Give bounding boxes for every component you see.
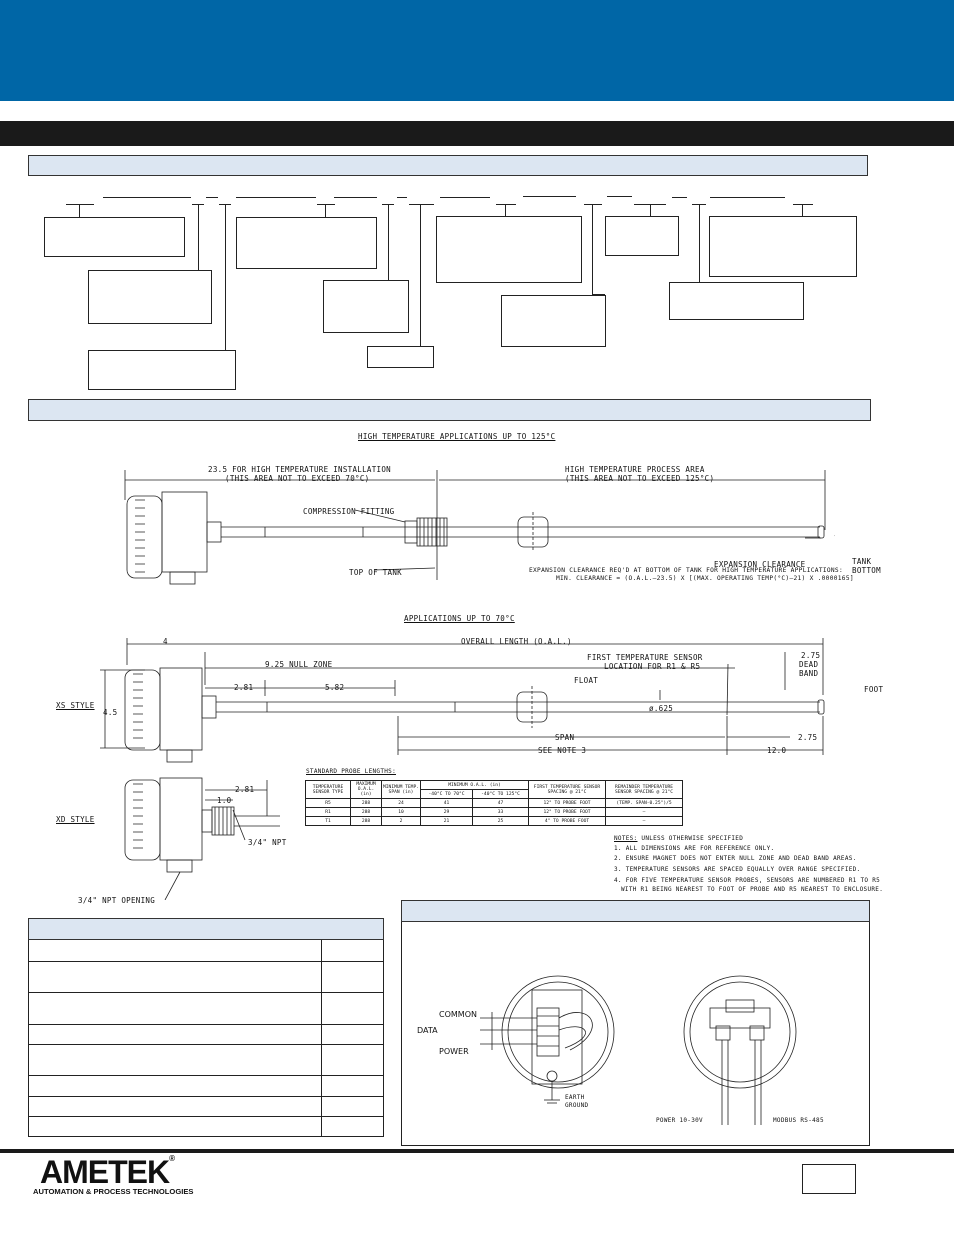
code-box	[236, 217, 377, 269]
code-box	[709, 216, 857, 277]
diameter-label: ø.625	[649, 704, 674, 713]
code-box	[605, 216, 679, 256]
dim-2-81-xd: 2.81	[235, 785, 255, 794]
dim-4-5: 4.5	[103, 708, 118, 717]
table-header: MINIMUM TEMP. SPAN (in)	[382, 781, 421, 799]
power-range-label: POWER 10-30V	[656, 1117, 703, 1124]
probe-length-table	[305, 780, 683, 826]
ground-label: GROUND	[565, 1102, 589, 1109]
tank-label: TANK	[852, 557, 872, 566]
span-label: SPAN	[555, 733, 575, 742]
see-note-label: SEE NOTE 3	[538, 746, 587, 755]
page-number-box	[802, 1164, 856, 1194]
dim-4: 4	[163, 637, 168, 646]
ametek-logo: AMETEK®	[40, 1154, 175, 1190]
high-process-note: (THIS AREA NOT TO EXCEED 125°C)	[565, 474, 715, 483]
expansion-note-1: EXPANSION CLEARANCE REQ'D AT BOTTOM OF TANK FOR HIGH TEMPERATURE APPLICATIONS:	[529, 567, 843, 574]
title-bar	[0, 121, 954, 146]
app70-title: APPLICATIONS UP TO 70°C	[404, 614, 515, 623]
npt-label: 3/4" NPT	[248, 838, 287, 847]
dim-5-82: 5.82	[325, 683, 345, 692]
table-header: FIRST TEMPERATURE SENSOR SPACING @ 21°C	[529, 781, 606, 799]
compression-fitting-label: COMPRESSION FITTING	[303, 507, 395, 516]
wire-data-label: DATA	[417, 1026, 438, 1035]
top-of-tank-label: TOP OF TANK	[349, 568, 402, 577]
high-install-note: (THIS AREA NOT TO EXCEED 70°C)	[225, 474, 370, 483]
xd-style-label: XD STYLE	[56, 815, 95, 824]
code-box	[44, 217, 185, 257]
code-box	[88, 350, 236, 390]
null-zone-label: 9.25 NULL ZONE	[265, 660, 333, 669]
wire-power-label: POWER	[439, 1047, 469, 1056]
foot-label: FOOT	[864, 685, 884, 694]
npt-opening-label: 3/4" NPT OPENING	[78, 896, 156, 905]
earth-label: EARTH	[565, 1094, 585, 1101]
modbus-label: MODBUS RS-485	[773, 1117, 824, 1124]
band-label: BAND	[799, 669, 819, 678]
dim-12: 12.0	[767, 746, 787, 755]
code-box	[501, 295, 606, 347]
high-process-label: HIGH TEMPERATURE PROCESS AREA	[565, 465, 705, 474]
specs-section-header	[28, 918, 384, 940]
float-label: FLOAT	[574, 676, 599, 685]
standard-lengths-label: STANDARD PROBE LENGTHS:	[306, 768, 396, 775]
table-header: REMAINDER TEMPERATURE SENSOR SPACING @ 21°C	[606, 781, 683, 799]
first-sensor-label-2: LOCATION FOR R1 & R5	[604, 662, 701, 671]
xs-style-label: XS STYLE	[56, 701, 95, 710]
wiring-diagram	[410, 960, 860, 1130]
dim-2-81: 2.81	[234, 683, 254, 692]
code-box	[669, 282, 804, 320]
dead-label: DEAD	[799, 660, 819, 669]
first-sensor-label-1: FIRST TEMPERATURE SENSOR	[587, 653, 703, 662]
table-row: R5 288 24 41 47 12" TO PROBE FOOT (TEMP. SPAN-0.25")/5	[306, 799, 683, 808]
table-header: MINIMUM O.A.L. (in)	[421, 781, 529, 790]
code-box	[367, 346, 434, 368]
code-box	[88, 270, 212, 324]
table-header: TEMPERATURE SENSOR TYPE	[306, 781, 351, 799]
high-install-label: 23.5 FOR HIGH TEMPERATURE INSTALLATION	[208, 465, 391, 474]
expansion-note-2: MIN. CLEARANCE = (O.A.L.—23.5) X [(MAX. OPERATING TEMP(°C)—21) X .0000165]	[556, 575, 854, 582]
bottom-label: BOTTOM	[852, 566, 881, 575]
logo-tagline: AUTOMATION & PROCESS TECHNOLOGIES	[33, 1187, 194, 1196]
table-row: R1 288 10 29 33 12" TO PROBE FOOT –	[306, 808, 683, 817]
table-row: T1 288 2 21 25 4" TO PROBE FOOT –	[306, 817, 683, 826]
overall-length-label: OVERALL LENGTH (O.A.L.)	[461, 637, 572, 646]
model-number-section-header	[28, 155, 868, 176]
table-header: -40°C TO 125°C	[473, 790, 529, 799]
dim-2-75: 2.75	[798, 733, 818, 742]
wire-common-label: COMMON	[439, 1010, 477, 1019]
specs-table	[28, 940, 384, 1137]
wiring-section-header	[401, 900, 870, 922]
expansion-clearance-label: EXPANSION CLEARANCE	[714, 560, 806, 569]
header-band	[0, 0, 954, 101]
code-box	[323, 280, 409, 333]
code-box	[436, 216, 582, 283]
high-temp-title: HIGH TEMPERATURE APPLICATIONS UP TO 125°C	[358, 432, 556, 441]
footer-rule	[0, 1149, 954, 1153]
dead-band-dim: 2.75	[801, 651, 821, 660]
table-header: -40°C TO 70°C	[421, 790, 473, 799]
dimensions-section-header	[28, 399, 871, 421]
table-header: MAXIMUM O.A.L. (in)	[351, 781, 382, 799]
dim-1-0: 1.0	[217, 796, 232, 805]
